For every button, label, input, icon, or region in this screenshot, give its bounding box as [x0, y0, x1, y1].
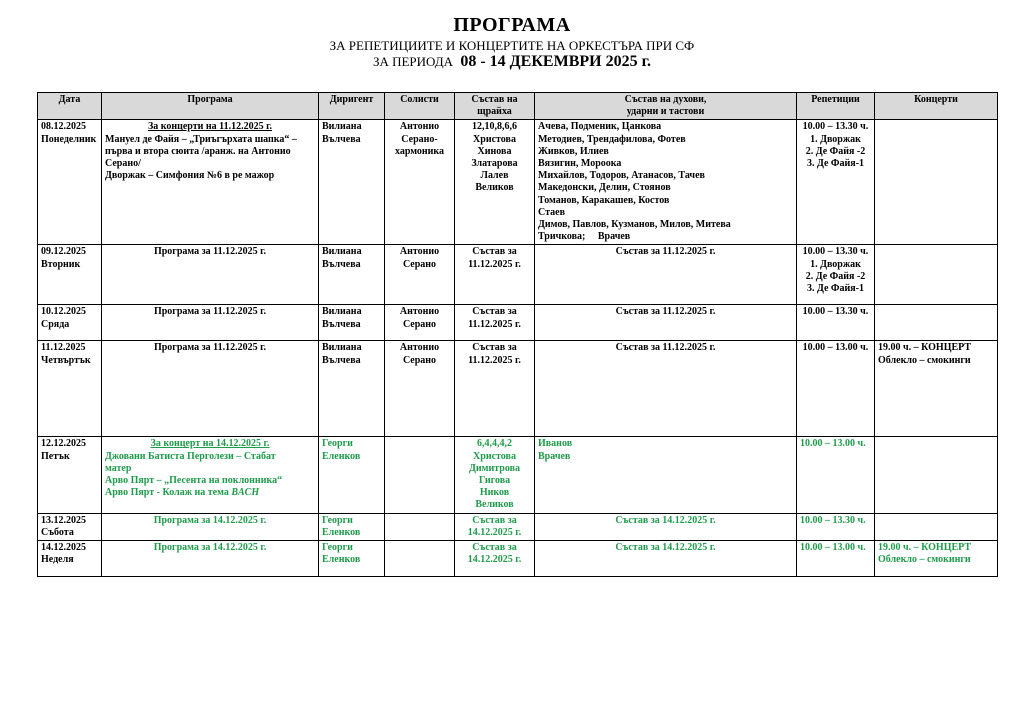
- cell-rehearsals: 10.00 – 13.00 ч.: [797, 437, 875, 513]
- period-dates: 08 - 14 ДЕКЕМВРИ 2025 г.: [460, 53, 652, 70]
- table-row: [38, 513, 998, 540]
- cell-strings: Състав за 14.12.2025 г.: [455, 541, 535, 577]
- cell-conductor: Георги Еленков: [319, 437, 385, 513]
- cell-date: 11.12.2025 Четвъртък: [38, 341, 102, 437]
- cell-conductor: Вилиана Вълчева: [319, 120, 385, 245]
- cell-soloists: Антонио Серано: [385, 341, 455, 437]
- cell-date: 12.12.2025 Петък: [38, 437, 102, 513]
- cell-concerts: 19.00 ч. – КОНЦЕРТ Облекло – смокинги: [875, 541, 998, 577]
- cell-strings: Състав за 14.12.2025 г.: [455, 513, 535, 540]
- cell-conductor: Вилиана Вълчева: [319, 341, 385, 437]
- cell-winds: Състав за 14.12.2025 г.: [535, 541, 797, 577]
- cell-soloists: [385, 541, 455, 577]
- col-header-strings: Състав на щрайха: [455, 93, 535, 120]
- cell-rehearsals: 10.00 – 13.30 ч. 1. Дворжак 2. Де Файя -2 3. Де Файя-1: [797, 120, 875, 245]
- cell-date: 14.12.2025 Неделя: [38, 541, 102, 577]
- cell-winds: Ачева, Подменик, Цанкова Методиев, Трендафилова, Фотев Живков, Илиев Вязигин, Мороока Михайлов, Тодоров, Атанасов, Тачев Македонски, Делин, Стоянов Томанов, Каракашев, Костов Стаев Димов, Павлов, Кузманов, Милов, Митева Тричкова; Врачев: [535, 120, 797, 245]
- cell-soloists: Антонио Серано: [385, 305, 455, 341]
- cell-program: Програма за 11.12.2025 г.: [102, 245, 319, 305]
- cell-rehearsals: 10.00 – 13.00 ч.: [797, 341, 875, 437]
- cell-soloists: [385, 437, 455, 513]
- table-row: [38, 245, 998, 305]
- cell-conductor: Вилиана Вълчева: [319, 305, 385, 341]
- cell-rehearsals: 10.00 – 13.30 ч.: [797, 305, 875, 341]
- cell-date: 13.12.2025 Събота: [38, 513, 102, 540]
- cell-concerts: [875, 437, 998, 513]
- cell-soloists: Антонио Серано: [385, 245, 455, 305]
- cell-strings: Състав за 11.12.2025 г.: [455, 305, 535, 341]
- period-line: [0, 53, 1024, 71]
- header-row: [38, 93, 998, 120]
- cell-rehearsals: 10.00 – 13.30 ч.: [797, 513, 875, 540]
- cell-program: За концерт на 14.12.2025 г. Джовани Батиста Перголези – Стабат матер Арво Пярт – „Песента на поклонника“ Арво Пярт - Колаж на тема BACH: [102, 437, 319, 513]
- col-header-program: Програма: [102, 93, 319, 120]
- cell-date: 10.12.2025 Сряда: [38, 305, 102, 341]
- cell-program: Програма за 11.12.2025 г.: [102, 305, 319, 341]
- table-row: [38, 341, 998, 437]
- table-row: [38, 120, 998, 245]
- cell-winds: Иванов Врачев: [535, 437, 797, 513]
- cell-strings: 6,4,4,4,2 Христова Димитрова Гигова Ников Великов: [455, 437, 535, 513]
- cell-concerts: 19.00 ч. – КОНЦЕРТ Облекло – смокинги: [875, 341, 998, 437]
- cell-concerts: [875, 513, 998, 540]
- cell-program: За концерти на 11.12.2025 г. Мануел де Файя – „Триъгърхата шапка“ – първа и втора сюита /аранж. на Антонио Серано/ Дворжак – Симфония №6 в ре мажор: [102, 120, 319, 245]
- cell-program: Програма за 11.12.2025 г.: [102, 341, 319, 437]
- cell-conductor: Вилиана Вълчева: [319, 245, 385, 305]
- table-row: [38, 541, 998, 577]
- cell-concerts: [875, 245, 998, 305]
- cell-date: 09.12.2025 Вторник: [38, 245, 102, 305]
- cell-conductor: Георги Еленков: [319, 541, 385, 577]
- col-header-date: Дата: [38, 93, 102, 120]
- cell-program: Програма за 14.12.2025 г.: [102, 513, 319, 540]
- col-header-winds: Състав на духови, ударни и тастови: [535, 93, 797, 120]
- table-row: [38, 305, 998, 341]
- cell-winds: Състав за 14.12.2025 г.: [535, 513, 797, 540]
- cell-soloists: [385, 513, 455, 540]
- schedule-table: [37, 92, 998, 577]
- cell-winds: Състав за 11.12.2025 г.: [535, 341, 797, 437]
- col-header-soloists: Солисти: [385, 93, 455, 120]
- cell-strings: 12,10,8,6,6 Христова Хинова Златарова Лалев Великов: [455, 120, 535, 245]
- cell-winds: Състав за 11.12.2025 г.: [535, 305, 797, 341]
- period-label: ЗА ПЕРИОДА: [372, 54, 454, 69]
- cell-rehearsals: 10.00 – 13.30 ч. 1. Дворжак 2. Де Файя -2 3. Де Файя-1: [797, 245, 875, 305]
- cell-strings: Състав за 11.12.2025 г.: [455, 245, 535, 305]
- cell-winds: Състав за 11.12.2025 г.: [535, 245, 797, 305]
- page-title: ПРОГРАМА: [453, 14, 571, 36]
- cell-conductor: Георги Еленков: [319, 513, 385, 540]
- col-header-rehearsals: Репетиции: [797, 93, 875, 120]
- cell-program: Програма за 14.12.2025 г.: [102, 541, 319, 577]
- cell-strings: Състав за 11.12.2025 г.: [455, 341, 535, 437]
- cell-date: 08.12.2025 Понеделник: [38, 120, 102, 245]
- table-row: [38, 437, 998, 513]
- cell-soloists: Антонио Серано- хармоника: [385, 120, 455, 245]
- col-header-concerts: Концерти: [875, 93, 998, 120]
- cell-concerts: [875, 120, 998, 245]
- col-header-conductor: Диригент: [319, 93, 385, 120]
- cell-concerts: [875, 305, 998, 341]
- cell-rehearsals: 10.00 – 13.00 ч.: [797, 541, 875, 577]
- page-subtitle: ЗА РЕПЕТИЦИИТЕ И КОНЦЕРТИТЕ НА ОРКЕСТЪРА ПРИ СФ: [329, 38, 695, 53]
